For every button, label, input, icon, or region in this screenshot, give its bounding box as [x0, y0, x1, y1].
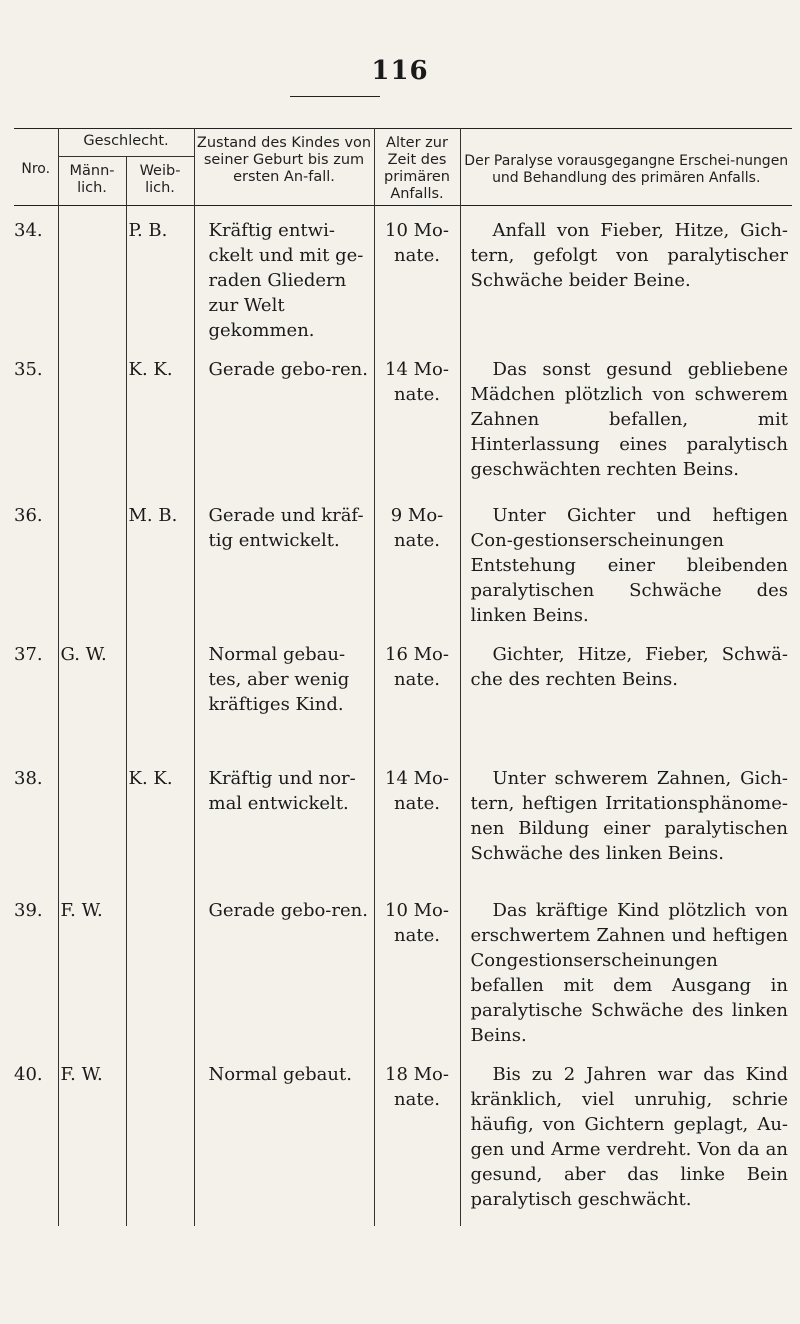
header-weiblich: Weib-lich. — [126, 157, 194, 206]
table-body — [14, 206, 792, 1227]
row-zustand: Normal gebaut. — [194, 1062, 374, 1226]
row-maennlich — [58, 357, 126, 503]
table-header — [14, 129, 792, 206]
table-row — [14, 898, 792, 1062]
row-weiblich — [126, 642, 194, 766]
row-zustand: Gerade gebo-ren. — [194, 898, 374, 1062]
row-maennlich — [58, 206, 126, 358]
row-description — [460, 357, 792, 503]
case-table — [14, 128, 792, 1226]
header-maennlich: Männ-lich. — [58, 157, 126, 206]
row-nro: 34. — [14, 206, 58, 358]
row-nro: 38. — [14, 766, 58, 898]
row-description-text: Das sonst gesund gebliebene Mädchen plötzlich von schwerem Zahnen befallen, mit Hinterlassung eines paralytisch geschwächten rechten Beins. — [470, 359, 788, 480]
row-nro: 39. — [14, 898, 58, 1062]
row-alter: 10 Mo-nate. — [374, 898, 460, 1062]
row-description — [460, 898, 792, 1062]
row-alter: 18 Mo-nate. — [374, 1062, 460, 1226]
header-zustand: Zustand des Kindes von seiner Geburt bis zum ersten An-fall. — [194, 129, 374, 206]
row-zustand: Kräftig und nor-mal entwickelt. — [194, 766, 374, 898]
row-description-text: Unter Gichter und heftigen Con-gestionserscheinungen Entstehung einer bleibenden paralytischen Schwäche des linken Beins. — [470, 505, 788, 626]
row-zustand: Normal gebau-tes, aber wenig kräftiges Kind. — [194, 642, 374, 766]
row-description — [460, 1062, 792, 1226]
row-description-text: Anfall von Fieber, Hitze, Gich-tern, gefolgt von paralytischer Schwäche beider Beine. — [470, 220, 788, 291]
row-description — [460, 642, 792, 766]
header-paralyse: Der Paralyse vorausgegangne Erschei-nungen und Behandlung des primären Anfalls. — [460, 129, 792, 206]
row-weiblich: K. K. — [126, 357, 194, 503]
row-description — [460, 503, 792, 642]
row-nro: 35. — [14, 357, 58, 503]
row-description — [460, 766, 792, 898]
row-nro: 37. — [14, 642, 58, 766]
row-alter: 16 Mo-nate. — [374, 642, 460, 766]
row-maennlich — [58, 766, 126, 898]
row-description — [460, 206, 792, 358]
row-zustand: Gerade und kräf-tig entwickelt. — [194, 503, 374, 642]
case-table-container — [14, 128, 792, 1226]
row-nro: 40. — [14, 1062, 58, 1226]
row-zustand: Gerade gebo-ren. — [194, 357, 374, 503]
table-row — [14, 642, 792, 766]
row-description-text: Gichter, Hitze, Fieber, Schwä-che des rechten Beins. — [470, 644, 788, 690]
row-weiblich: K. K. — [126, 766, 194, 898]
table-row — [14, 1062, 792, 1226]
row-alter: 14 Mo-nate. — [374, 357, 460, 503]
row-description-text: Unter schwerem Zahnen, Gich-tern, heftigen Irritationsphänome-nen Bildung einer paralytischen Schwäche des linken Beins. — [470, 768, 788, 864]
header-nro: Nro. — [14, 129, 58, 206]
row-alter: 14 Mo-nate. — [374, 766, 460, 898]
row-alter: 10 Mo-nate. — [374, 206, 460, 358]
row-weiblich: M. B. — [126, 503, 194, 642]
header-geschlecht: Geschlecht. — [58, 129, 194, 157]
row-nro: 36. — [14, 503, 58, 642]
page-number: 116 — [371, 56, 429, 86]
table-row — [14, 357, 792, 503]
row-alter: 9 Mo-nate. — [374, 503, 460, 642]
row-weiblich — [126, 1062, 194, 1226]
row-weiblich — [126, 898, 194, 1062]
table-row — [14, 766, 792, 898]
header-alter: Alter zur Zeit des primären Anfalls. — [374, 129, 460, 206]
row-description-text: Bis zu 2 Jahren war das Kind kränklich, viel unruhig, schrie häufig, von Gichtern geplagt, Au-gen und Arme verdreht. Von da an gesund, aber das linke Bein paralytisch geschwächt. — [470, 1064, 788, 1210]
row-maennlich: G. W. — [58, 642, 126, 766]
row-weiblich: P. B. — [126, 206, 194, 358]
row-maennlich: F. W. — [58, 1062, 126, 1226]
row-maennlich: F. W. — [58, 898, 126, 1062]
table-row — [14, 206, 792, 358]
table-row — [14, 503, 792, 642]
row-description-text: Das kräftige Kind plötzlich von erschwertem Zahnen und heftigen Congestionserscheinungen befallen mit dem Ausgang in paralytische Schwäche des linken Beins. — [470, 900, 788, 1046]
row-zustand: Kräftig entwi-ckelt und mit ge-raden Gliedern zur Welt gekommen. — [194, 206, 374, 358]
row-maennlich — [58, 503, 126, 642]
header-rule — [290, 96, 380, 97]
